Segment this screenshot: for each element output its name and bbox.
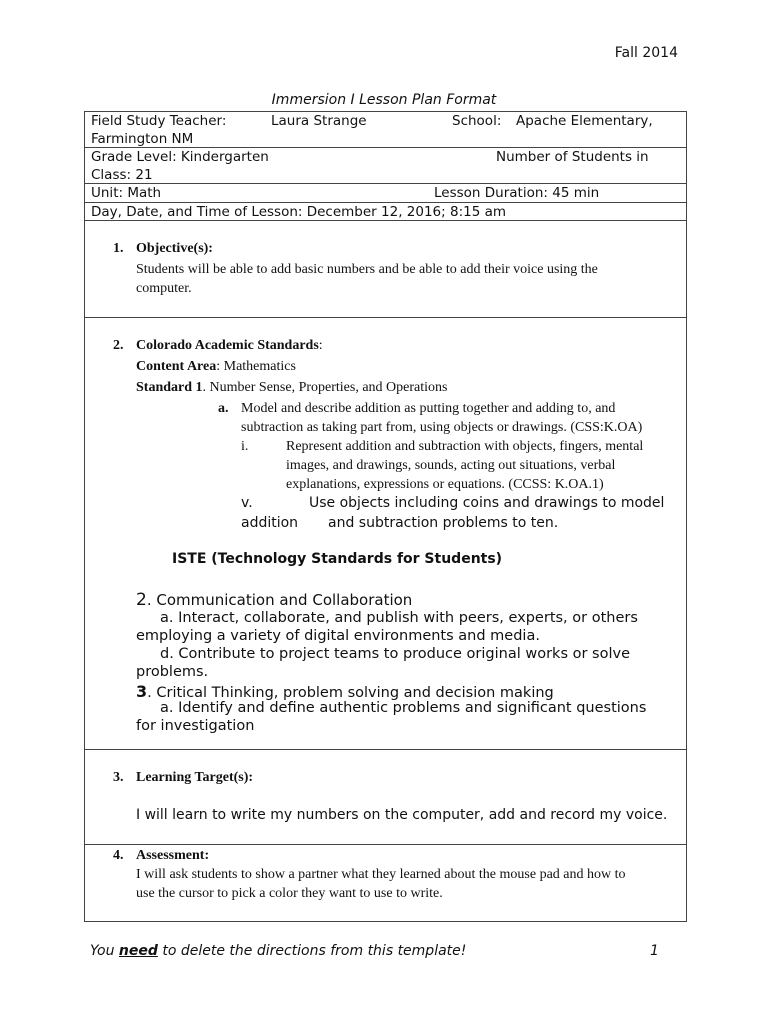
standard-i-line2: images, and drawings, sounds, acting out situations, verbal — [286, 458, 616, 473]
document-title: Immersion I Lesson Plan Format — [271, 92, 497, 108]
objective-heading: Objective(s): — [136, 241, 213, 256]
standard-v-line1: Use objects including coins and drawings to model — [309, 495, 665, 511]
iste-standard-3 — [136, 682, 554, 701]
footer-note — [90, 943, 466, 959]
standard-i-line1: Represent addition and subtraction with objects, fingers, mental — [286, 439, 644, 454]
standards-heading-text: Colorado Academic Standards — [136, 338, 319, 353]
standards-section — [85, 318, 686, 750]
page-number: 1 — [650, 943, 659, 959]
standard-v-line2a: addition — [241, 515, 299, 531]
standard-i-marker: i. — [241, 439, 249, 454]
iste-heading: ISTE (Technology Standards for Students) — [172, 551, 503, 567]
teacher-school-row — [85, 112, 686, 148]
objective-text-line1: Students will be able to add basic numbers and be able to add their voice using the — [136, 262, 598, 277]
iste-standard-3-title: . Critical Thinking, problem solving and decision making — [147, 685, 554, 701]
iste-standard-2 — [136, 590, 412, 610]
footer-post: to delete the directions from this template! — [157, 943, 467, 959]
standard-1-label: Standard 1 — [136, 380, 203, 395]
iste-3a-line1: a. Identify and define authentic problems and significant questions — [160, 700, 647, 716]
lesson-datetime: Day, Date, and Time of Lesson: December 12, 2016; 8:15 am — [91, 204, 507, 220]
grade-level: Grade Level: Kindergarten — [91, 149, 269, 165]
teacher-name: Laura Strange — [271, 113, 367, 129]
footer-pre: You — [90, 943, 119, 959]
standard-i-line3: explanations, expressions or equations. (CCSS: K.OA.1) — [286, 477, 604, 492]
unit: Unit: Math — [91, 185, 162, 201]
learning-target-text: I will learn to write my numbers on the computer, add and record my voice. — [136, 807, 668, 823]
teacher-label: Field Study Teacher: — [91, 113, 227, 129]
datetime-row — [85, 203, 686, 221]
standards-heading — [136, 338, 323, 354]
assessment-heading: Assessment: — [136, 848, 210, 863]
students-label: Number of Students in — [496, 149, 649, 165]
school-name: Apache Elementary, — [516, 113, 653, 129]
standard-a-marker: a. — [218, 401, 229, 416]
content-area-label: Content Area — [136, 359, 217, 374]
objective-number: 1. — [113, 241, 124, 256]
standards-heading-colon: : — [318, 338, 323, 353]
iste-standard-2-title: . Communication and Collaboration — [146, 591, 413, 609]
content-area-value: : Mathematics — [216, 359, 296, 374]
iste-2a-line2: employing a variety of digital environments and media. — [136, 628, 540, 644]
standard-a-line1: Model and describe addition as putting together and adding to, and — [241, 401, 616, 416]
iste-standard-2-number: 2 — [136, 590, 147, 610]
header-term: Fall 2014 — [614, 45, 678, 61]
iste-2a-line1: a. Interact, collaborate, and publish with peers, experts, or others — [160, 610, 638, 626]
school-city: Farmington NM — [91, 131, 194, 147]
lesson-duration: Lesson Duration: 45 min — [434, 185, 600, 201]
school-label: School: — [452, 113, 502, 129]
standards-number: 2. — [113, 338, 124, 353]
iste-2d-line2: problems. — [136, 664, 209, 680]
grade-class-row — [85, 148, 686, 184]
unit-duration-row — [85, 184, 686, 203]
assessment-line1: I will ask students to show a partner what they learned about the mouse pad and how to — [136, 867, 626, 882]
iste-standard-3-number: 3 — [136, 682, 148, 701]
standard-1 — [136, 380, 447, 396]
learning-target-section — [85, 750, 686, 845]
standard-a-line2: subtraction as taking part from, using objects or drawings. (CSS:K.OA) — [241, 420, 643, 435]
iste-2d-line1: d. Contribute to project teams to produce original works or solve — [160, 646, 631, 662]
standard-v-marker: v. — [241, 495, 253, 511]
content-area — [136, 359, 296, 375]
learning-target-heading: Learning Target(s): — [136, 770, 254, 785]
assessment-line2: use the cursor to pick a color they want to use to write. — [136, 886, 443, 901]
objective-text-line2: computer. — [136, 281, 192, 296]
objective-section — [85, 221, 686, 318]
standard-1-value: . Number Sense, Properties, and Operations — [202, 380, 448, 395]
class-size: Class: 21 — [91, 167, 153, 183]
assessment-section — [85, 845, 686, 921]
lesson-plan-table — [84, 111, 687, 922]
assessment-number: 4. — [113, 848, 124, 863]
learning-target-number: 3. — [113, 770, 124, 785]
standard-v-line2b: and subtraction problems to ten. — [328, 515, 559, 531]
iste-3a-line2: for investigation — [136, 718, 255, 734]
footer-need: need — [118, 943, 158, 959]
